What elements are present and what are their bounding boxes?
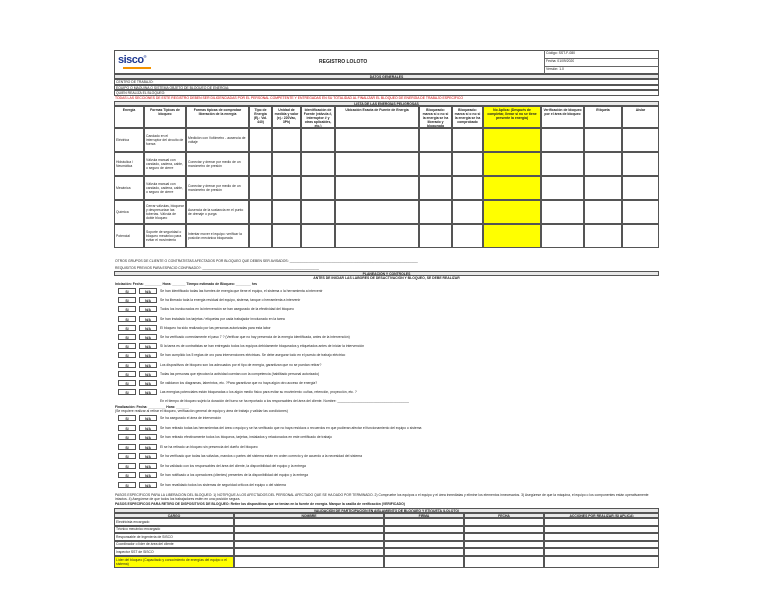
validacion-header-cell: ACCIONES POR REALIZAR (SI APLICA) [544, 513, 659, 518]
si-checkbox[interactable]: SI [118, 444, 136, 450]
energy-input-cell[interactable] [272, 152, 301, 176]
energy-input-cell[interactable] [584, 200, 622, 224]
finalizacion-line: Finalización: Fecha: _________ Hora: _______ [115, 405, 190, 409]
energy-bloqueo: Válvula manual con candado, cadena, cable, o seguro de cierre [144, 152, 186, 176]
na-checkbox[interactable]: N/A [139, 297, 157, 303]
lista-energias-title: LISTA DE LAS ENERGÍAS PELIGROSAS [114, 101, 659, 106]
energy-input-cell[interactable] [249, 224, 272, 248]
na-checkbox[interactable]: N/A [139, 463, 157, 469]
checklist-item: Se ha asegurado el área de intervención [160, 416, 222, 420]
validacion-input-cell[interactable] [384, 526, 464, 534]
energy-comprobar: Ausencia de la sustancia en el punto de drenaje o purga [186, 200, 249, 224]
si-checkbox[interactable]: SI [118, 371, 136, 377]
energy-bloqueo: Soporte de seguridad o bloqueo mecánico para evitar el movimiento [144, 224, 186, 248]
na-checkbox[interactable]: N/A [139, 389, 157, 395]
na-checkbox[interactable]: N/A [139, 334, 157, 340]
energy-input-cell[interactable] [541, 200, 584, 224]
validacion-title: VALIDACIÓN DE PARTICIPACIÓN EN AISLAMIENTO DE BLOQUEO Y ETIQUETA (LOLOTO) [114, 508, 659, 513]
doc-code: Código: SST-F-080 [546, 51, 576, 55]
validacion-cargo: Técnico mecánico encargado [114, 526, 234, 534]
iniciacion-line: Iniciación: Fecha: _________ Hora: _______ Tiempo estimado de Bloqueo: ________ hrs [115, 282, 258, 286]
si-checkbox[interactable]: SI [118, 380, 136, 386]
energy-header-cell: Verificación de bloqueo por el área de bloqueo [541, 106, 584, 128]
energy-input-cell[interactable] [301, 200, 335, 224]
energy-bloqueo: Válvula manual con candado, cadena, cable, o seguro de cierre [144, 176, 186, 200]
energy-input-cell[interactable] [301, 176, 335, 200]
pasos-retiro-note: PASOS ESPECÍFICOS PARA RETIRO DE DISPOSITIVOS DE BLOQUEO: Retire los dispositivos que se tenían en la fuente de energía. Marque la casilla de verificación (VERIFICADO) [115, 502, 405, 506]
validacion-input-cell[interactable] [234, 518, 384, 526]
energy-input-cell[interactable] [272, 176, 301, 200]
si-checkbox[interactable]: SI [118, 415, 136, 421]
energy-input-cell[interactable] [301, 152, 335, 176]
validacion-input-cell[interactable] [384, 556, 464, 568]
validacion-input-cell[interactable] [464, 548, 544, 556]
validacion-cargo: Coordinador o líder de área del cliente [114, 541, 234, 549]
energy-type: Eléctrica [114, 128, 144, 152]
general-row[interactable]: QUIEN REALIZA EL BLOQUEO: [114, 90, 659, 96]
energy-input-cell[interactable] [452, 224, 483, 248]
bloqueo-title: ANTES DE INICIAR LAS LABORES DE DESACTIVACIÓN Y BLOQUEO, SE DEBE REALIZAR [313, 276, 460, 280]
validacion-header-cell: FIRMA [384, 513, 464, 518]
si-checkbox[interactable]: SI [118, 472, 136, 478]
na-checkbox[interactable]: N/A [139, 288, 157, 294]
pasos-liberacion-note: PASOS ESPECÍFICOS PARA LA LIBERACIÓN DEL BLOQUEO: 1) NOTIFIQUE A LOS AFECTADOS DEL PERSONAL AFECTADO QUE SE HA DADO POR TERMINADO. 2) Compruebe los equipos o el equipo y el área inmediatas y elimine los elementos innecesarios. 3) Asegúrese de que la máquina, el equipo o los componentes están operativamente intactos. 4) Asegúrese de que todos los trabajadores estén en una posición segura. [115, 493, 649, 501]
energy-input-cell[interactable] [541, 128, 584, 152]
otros-grupos-line: OTROS GRUPOS DE CLIENTE O CONTRATISTAS AFECTADOS POR BLOQUEO QUE DEBEN SER AVISADOS: ____________________________________________________________________ [115, 259, 418, 263]
energy-type: Potencial [114, 224, 144, 248]
validacion-cargo: Inspector SST de SISCO [114, 548, 234, 556]
page-title: REGISTRO LOLOTO [319, 59, 368, 65]
energy-input-cell[interactable] [584, 152, 622, 176]
energy-comprobar: Intentar mover el equipo: verificar la posición mecánica bloqueada [186, 224, 249, 248]
checklist-item: Se han instalado los tarjetas / etiquetas por cada trabajador involucrado en la tarea [160, 316, 285, 321]
energy-header-cell: No Aplica: (Después de completar, llenar si no se tiene presente la energía) [483, 106, 541, 128]
validacion-input-cell[interactable] [234, 533, 384, 541]
energy-input-cell[interactable] [452, 128, 483, 152]
checklist-item: Todas las personas que ejecutan la actividad cuentan con la competencia (habilitado personal autorizado) [160, 371, 320, 376]
na-checkbox[interactable]: N/A [139, 352, 157, 358]
energy-input-cell[interactable] [483, 224, 541, 248]
energy-input-cell[interactable] [419, 200, 452, 224]
red-instruction-note: TODAS LAS SECCIONES DE ESTE REGISTRO DEBEN SER DILIGENCIADAS POR EL PERSONAL COMPETENTE Y ENTREGADAS EN SU TOTALIDAD AL FINALIZAR EL BLOQUEO DE ENERGÍA DE TRABAJO ESPECÍFICO [115, 96, 463, 100]
validacion-input-cell[interactable] [464, 533, 544, 541]
na-checkbox[interactable]: N/A [139, 316, 157, 322]
checklist-item: Se han retirado efectivamente todos los bloqueos, tarjetas, instalados y relacionados en este certificado de trabajo [160, 435, 332, 439]
checklist-item: El se ha retirado un bloqueo sin presencia del dueño del bloqueo [160, 444, 258, 449]
checklist-item: Se ha verificado correctamente el paso 7 ? (Verificar que no hay presencia de la energía identificada, antes de la intervención) [160, 335, 350, 339]
na-checkbox[interactable]: N/A [139, 380, 157, 386]
validacion-input-cell[interactable] [464, 556, 544, 568]
na-checkbox[interactable]: N/A [139, 425, 157, 431]
validacion-input-cell[interactable] [544, 518, 659, 526]
checklist-item: Si la tarea es de contratistas se han entregado todos los equipos debidamente bloqueados y etiquetados antes de iniciar la intervención [160, 344, 365, 349]
energy-input-cell[interactable] [622, 176, 659, 200]
validacion-input-cell[interactable] [384, 541, 464, 549]
validacion-input-cell[interactable] [234, 548, 384, 556]
energy-input-cell[interactable] [335, 128, 419, 152]
energy-input-cell[interactable] [301, 128, 335, 152]
energy-bloqueo: Cerrar válvulas, bloquear y despresurizar las tuberías. Válvula de doble bloqueo [144, 200, 186, 224]
si-checkbox[interactable]: SI [118, 297, 136, 303]
energy-input-cell[interactable] [249, 176, 272, 200]
energy-header-cell: Identificación de Fuente (válvula #, interruptor # y otras aplicables, etc.) [301, 106, 335, 128]
energy-input-cell[interactable] [452, 200, 483, 224]
energy-header-cell: Energía [114, 106, 144, 128]
si-checkbox[interactable]: SI [118, 463, 136, 469]
energy-comprobar: Conectar y drenar por medio de un manómetro de presión [186, 176, 249, 200]
logo-stripe [123, 67, 151, 69]
energy-type: Química [114, 200, 144, 224]
checklist-item: Todos los involucrados en la intervención se han asegurado de la efectividad del bloqueo [160, 307, 294, 312]
general-row[interactable]: CENTRO DE TRABAJO: [114, 79, 659, 85]
si-checkbox[interactable]: SI [118, 316, 136, 322]
energy-header-cell: Formas típicas de comprobar liberación de la energía [186, 106, 249, 128]
checklist-item: Las energías potenciales están bloqueadas o los algún medio físico para evitar su movimiento: cuñas, retención, proyección, etc. ? [160, 390, 357, 395]
energy-input-cell[interactable] [483, 200, 541, 224]
energy-input-cell[interactable] [419, 224, 452, 248]
energy-input-cell[interactable] [452, 176, 483, 200]
na-checkbox[interactable]: N/A [139, 453, 157, 459]
energy-input-cell[interactable] [541, 176, 584, 200]
si-checkbox[interactable]: SI [118, 352, 136, 358]
energy-header-cell: Bloqueado: marca sí o no si la energía se ha comprobado [452, 106, 483, 128]
validacion-input-cell[interactable] [464, 518, 544, 526]
energy-input-cell[interactable] [622, 152, 659, 176]
finalizacion-note: (Se requiere realizar al retirar el bloqueo, verificación general de equipo y área de trabajo y validar las condiciones) [115, 409, 288, 413]
checklist-item: Se han retirado todas las herramientas del área o equipo y se ha verificado que no haya residuos o recuerdos en que pudieran afectar el funcionamiento del equipo o sistema [160, 425, 422, 430]
validacion-input-cell[interactable] [464, 526, 544, 534]
tiempo-note: En el tiempo de bloqueo sujeto la duración del turno se ha reportado a los responsables del área del cliente. Nombre: ______________________________________ [160, 399, 410, 403]
energy-input-cell[interactable] [622, 200, 659, 224]
validacion-input-cell[interactable] [384, 533, 464, 541]
checklist-item: Se han revalidado todos los sistemas de seguridad críticos del equipo o del sistema [160, 482, 286, 487]
na-checkbox[interactable]: N/A [139, 371, 157, 377]
na-checkbox[interactable]: N/A [139, 482, 157, 488]
energy-input-cell[interactable] [335, 152, 419, 176]
validacion-input-cell[interactable] [384, 518, 464, 526]
energy-header-cell: Unidad de medida y valor (ej.: 220Vac, 3Ph) [272, 106, 301, 128]
si-checkbox[interactable]: SI [118, 453, 136, 459]
section-planeacion: PLANEACIÓN Y CONTROLES [114, 271, 659, 276]
checklist-item: Se ha verificado que todas las válvulas, mandos o partes del sistema están en orden correcto y de acuerdo a la necesidad del sistema [160, 454, 363, 458]
energy-type: Hidráulica / Neumática [114, 152, 144, 176]
doc-date: Fecha: 01/09/2020 [546, 59, 575, 63]
validacion-header-cell: NOMBRE [234, 513, 384, 518]
energy-bloqueo: Candado en el interruptor del circuito de fuerza [144, 128, 186, 152]
header-frame [114, 50, 659, 74]
si-checkbox[interactable]: SI [118, 334, 136, 340]
energy-input-cell[interactable] [272, 200, 301, 224]
checklist-item: El bloqueo ha sido realizado por las personas autorizadas para esta labor [160, 325, 271, 330]
energy-input-cell[interactable] [419, 176, 452, 200]
na-checkbox[interactable]: N/A [139, 444, 157, 450]
energy-input-cell[interactable] [622, 128, 659, 152]
validacion-input-cell[interactable] [544, 526, 659, 534]
na-checkbox[interactable]: N/A [139, 362, 157, 368]
section-datos-generales: DATOS GENERALES [114, 74, 659, 79]
na-checkbox[interactable]: N/A [139, 325, 157, 331]
energy-input-cell[interactable] [335, 176, 419, 200]
validacion-cargo: Líder del bloqueo (Capacitado y conocimiento de energías del equipo o el sistema) [114, 556, 234, 568]
energy-input-cell[interactable] [419, 128, 452, 152]
checklist-item: Se ha validado con los responsables del área del cliente, la disponibilidad del equipo y la entrega [160, 463, 306, 468]
energy-input-cell[interactable] [541, 152, 584, 176]
energy-header-cell: Bloqueado: marca sí o no si la energía se ha liberado y bloqueada [419, 106, 452, 128]
energy-header-cell: Formas Típicas de bloqueo [144, 106, 186, 128]
energy-comprobar: Medición con Voltímetro - ausencia de voltaje [186, 128, 249, 152]
energy-input-cell[interactable] [249, 152, 272, 176]
validacion-header-cell: CARGO [114, 513, 234, 518]
si-checkbox[interactable]: SI [118, 306, 136, 312]
energy-header-cell: Tipo de Energía (Ej.: Vol. 440) [249, 106, 272, 128]
requisito-line: REQUISITOS PREVIOS PARA ESPACIO CONFINADO?: ______________________________________________________________ [115, 266, 320, 270]
energy-input-cell[interactable] [584, 224, 622, 248]
si-checkbox[interactable]: SI [118, 482, 136, 488]
si-checkbox[interactable]: SI [118, 325, 136, 331]
na-checkbox[interactable]: N/A [139, 434, 157, 440]
energy-input-cell[interactable] [249, 200, 272, 224]
si-checkbox[interactable]: SI [118, 425, 136, 431]
validacion-input-cell[interactable] [384, 548, 464, 556]
checklist-item: Se validaron los diagramas, laberintos, etc. ?Para garantizar que no haya algún otro acceso de energía? [160, 381, 318, 385]
checklist-item: Los dispositivos de bloqueo son los adecuados por el tipo de energía, garantizan que no se puedan retirar? [160, 362, 322, 367]
validacion-input-cell[interactable] [544, 541, 659, 549]
si-checkbox[interactable]: SI [118, 434, 136, 440]
energy-comprobar: Conectar y drenar por medio de un manómetro de presión [186, 152, 249, 176]
registro-loloto-sheet [114, 50, 659, 566]
energy-input-cell[interactable] [301, 224, 335, 248]
checklist-item: Se han identificado todas las fuentes de energía que tiene el equipo, el sistema o la herramienta a intervenir [160, 289, 323, 293]
energy-input-cell[interactable] [249, 128, 272, 152]
energy-input-cell[interactable] [272, 224, 301, 248]
energy-input-cell[interactable] [584, 176, 622, 200]
si-checkbox[interactable]: SI [118, 389, 136, 395]
validacion-cargo: Electricista encargado [114, 518, 234, 526]
na-checkbox[interactable]: N/A [139, 472, 157, 478]
general-row[interactable]: EQUIPO O MAQUINA O SISTEMA OBJETO DE BLOQUEO DE ENERGIA: [114, 85, 659, 91]
si-checkbox[interactable]: SI [118, 362, 136, 368]
energy-header-cell: Aislar [622, 106, 659, 128]
energy-input-cell[interactable] [419, 152, 452, 176]
validacion-input-cell[interactable] [544, 556, 659, 568]
na-checkbox[interactable]: N/A [139, 306, 157, 312]
company-logo: sisco® [118, 54, 147, 66]
na-checkbox[interactable]: N/A [139, 343, 157, 349]
energy-header-cell: Ubicación Exacta de Fuente de Energía [335, 106, 419, 128]
validacion-input-cell[interactable] [544, 533, 659, 541]
energy-input-cell[interactable] [541, 224, 584, 248]
energy-input-cell[interactable] [483, 128, 541, 152]
validacion-input-cell[interactable] [544, 548, 659, 556]
checklist-item: Se ha liberado toda la energía residual del equipo, sistema, tanque o herramienta a intervenir [160, 298, 301, 303]
checklist-item: Se han cumplido los 5 reglas de oro para intervenciones eléctricas. Se debe asegurar todo en el puesto de trabajo eléctrico [160, 353, 346, 358]
energy-input-cell[interactable] [335, 200, 419, 224]
validacion-input-cell[interactable] [234, 541, 384, 549]
validacion-input-cell[interactable] [234, 556, 384, 568]
si-checkbox[interactable]: SI [118, 343, 136, 349]
doc-version: Versión: 1.0 [546, 67, 564, 71]
si-checkbox[interactable]: SI [118, 288, 136, 294]
energy-input-cell[interactable] [335, 224, 419, 248]
energy-input-cell[interactable] [622, 224, 659, 248]
energy-input-cell[interactable] [584, 128, 622, 152]
na-checkbox[interactable]: N/A [139, 415, 157, 421]
energy-type: Mecánica [114, 176, 144, 200]
checklist-item: Se han notificado a los operadores (clientes) presentes de la disponibilidad del equipo y la entrega [160, 473, 308, 477]
energy-input-cell[interactable] [452, 152, 483, 176]
validacion-input-cell[interactable] [464, 541, 544, 549]
validacion-input-cell[interactable] [234, 526, 384, 534]
energy-input-cell[interactable] [483, 176, 541, 200]
validacion-header-cell: FECHA [464, 513, 544, 518]
energy-input-cell[interactable] [483, 152, 541, 176]
validacion-cargo: Responsable de Ingeniería de SISCO [114, 533, 234, 541]
energy-input-cell[interactable] [272, 128, 301, 152]
energy-header-cell: Etiqueta [584, 106, 622, 128]
